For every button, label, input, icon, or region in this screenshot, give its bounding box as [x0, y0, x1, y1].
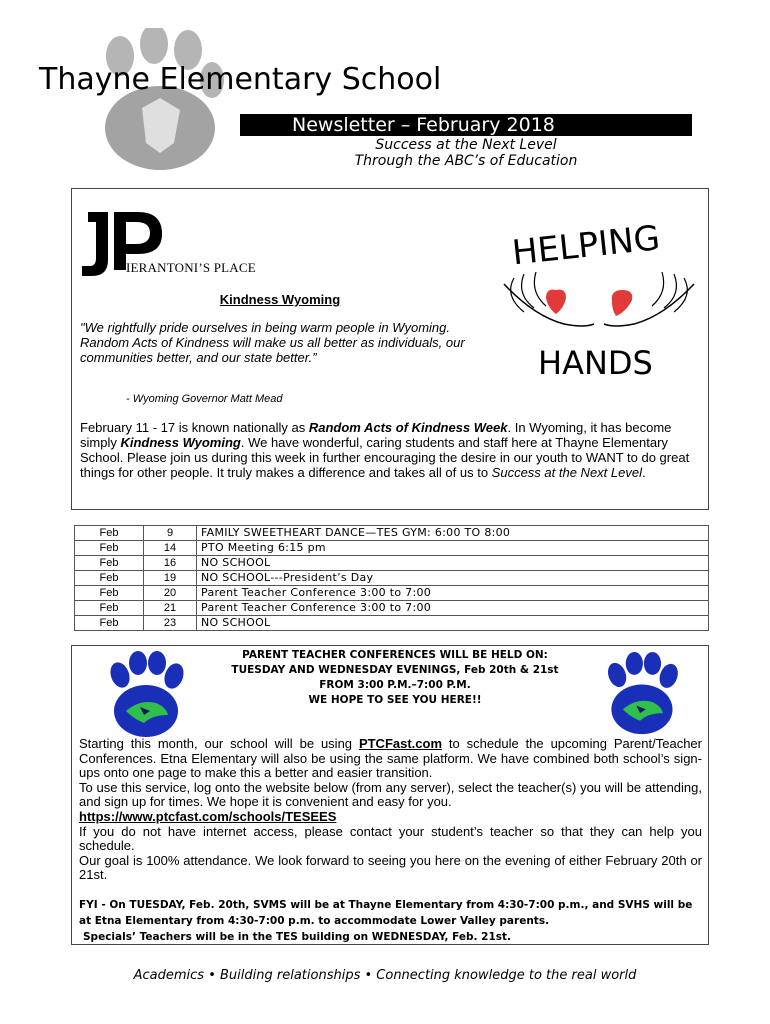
calendar-day: 16: [144, 556, 197, 571]
paw-mascot-icon-left: [100, 651, 190, 741]
calendar-row: [75, 556, 709, 571]
fyi-line: FYI - On TUESDAY, Feb. 20th, SVMS will be at Thayne Elementary from 4:30-7:00 p.m., and SVHS will be at Etna Elementary from 4:30-7:00 p.m. to accommodate Lower Valley parents.: [79, 899, 693, 927]
ptcfast-link[interactable]: PTCFast.com: [358, 736, 443, 751]
calendar-month: Feb: [75, 571, 144, 586]
helping-hands-image: [494, 216, 704, 386]
conference-heading-4: WE HOPE TO SEE YOU HERE!!: [308, 694, 482, 706]
calendar-event: NO SCHOOL: [197, 616, 709, 631]
calendar-event: FAMILY SWEETHEART DANCE—TES GYM: 6:00 TO 8:00: [197, 526, 709, 541]
motto-line-1: Success at the Next Level: [375, 137, 557, 153]
success-phrase: Success at the Next Level: [491, 465, 642, 480]
calendar-event: Parent Teacher Conference 3:00 to 7:00: [197, 601, 709, 616]
ptcfast-url-link[interactable]: https://www.ptcfast.com/schools/TESEES: [79, 808, 337, 824]
paw-watermark-icon: [82, 28, 232, 178]
no-internet-paragraph: If you do not have internet access, please contact your student’s teacher so that they can help you schedule.: [79, 823, 702, 854]
governor-quote: "We rightfully pride ourselves in being warm people in Wyoming. Random Acts of Kindness will make us all better as individuals, our communities better, and our state better.”: [80, 320, 465, 365]
calendar-row: [75, 616, 709, 631]
calendar-row: [75, 586, 709, 601]
specials-note: Specials’ Teachers will be in the TES building on WEDNESDAY, Feb. 21st.: [83, 931, 512, 943]
calendar-day: 23: [144, 616, 197, 631]
school-name: Thayne Elementary School: [39, 62, 442, 97]
conference-heading-1: PARENT TEACHER CONFERENCES WILL BE HELD ON:: [242, 649, 548, 661]
kindness-paragraph: February 11 - 17 is known nationally as Random Acts of Kindness Week. In Wyoming, it has become simply Kindness Wyoming. We have wonderful, caring students and staff here at Thayne Elementary School. Please join us during this week in further encouraging the desire in our youth to WANT to do great things for other people. It truly makes a difference and takes all of us to Success at the Next Level.: [80, 420, 690, 480]
logo-subtitle: IERANTONI’S PLACE: [126, 260, 256, 275]
paw-mascot-icon-right: [598, 652, 684, 738]
svg-text:HELPING: HELPING: [510, 218, 662, 274]
calendar-day: 19: [144, 571, 197, 586]
calendar-table: [74, 525, 709, 631]
ptcfast-paragraph: Starting this month, our school will be using PTCFast.com to schedule the upcoming Parent/Teacher Conferences. Etna Elementary will also be using the same platform. We have combined both school’s sign-ups onto one page to make this a better and easier transition.: [79, 736, 702, 781]
calendar-event: PTO Meeting 6:15 pm: [197, 541, 709, 556]
calendar-month: Feb: [75, 616, 144, 631]
conference-heading-2: TUESDAY AND WEDNESDAY EVENINGS, Feb 20th & 21st: [231, 664, 559, 676]
calendar-day: 9: [144, 526, 197, 541]
random-acts-phrase: Random Acts of Kindness Week: [308, 420, 508, 435]
fyi-note: [79, 897, 704, 945]
calendar-row: [75, 601, 709, 616]
calendar-row: [75, 571, 709, 586]
quote-attribution: - Wyoming Governor Matt Mead: [126, 393, 283, 405]
calendar-day: 14: [144, 541, 197, 556]
calendar-month: Feb: [75, 556, 144, 571]
calendar-month: Feb: [75, 526, 144, 541]
calendar-day: 20: [144, 586, 197, 601]
motto-line-2: Through the ABC’s of Education: [354, 153, 578, 169]
conference-body: [79, 737, 702, 883]
calendar-month: Feb: [75, 586, 144, 601]
kindness-wyoming-phrase: Kindness Wyoming: [120, 435, 241, 450]
calendar-month: Feb: [75, 601, 144, 616]
calendar-row: [75, 541, 709, 556]
calendar-event: NO SCHOOL: [197, 556, 709, 571]
goal-paragraph: Our goal is 100% attendance. We look forward to seeing you here on the evening of either February 20th or 21st.: [79, 852, 702, 883]
kindness-title: Kindness Wyoming: [219, 292, 341, 307]
conference-heading-3: FROM 3:00 P.M.–7:00 P.M.: [319, 679, 471, 691]
calendar-event: NO SCHOOL---President’s Day: [197, 571, 709, 586]
newsletter-title: Newsletter – February 2018: [292, 114, 555, 136]
footer-tagline: Academics • Building relationships • Connecting knowledge to the real world: [133, 968, 637, 983]
calendar-row: [75, 526, 709, 541]
instructions-paragraph: To use this service, log onto the website below (from any server), select the teacher(s) you will be attending, and sign up for times. We hope it is convenient and easy for you.: [79, 779, 702, 810]
newsletter-banner: [240, 114, 692, 136]
calendar-day: 21: [144, 601, 197, 616]
hands-word: HANDS: [538, 344, 653, 382]
calendar-month: Feb: [75, 541, 144, 556]
calendar-event: Parent Teacher Conference 3:00 to 7:00: [197, 586, 709, 601]
